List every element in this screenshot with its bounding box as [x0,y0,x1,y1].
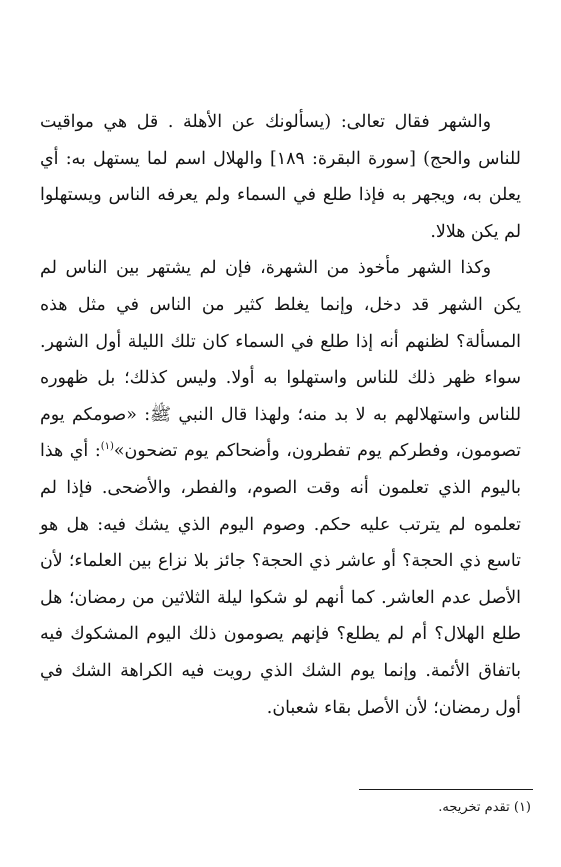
paragraph-shahr [40,250,521,726]
footnote-reference: (١) [100,441,114,453]
footnote-divider [359,789,533,790]
footnote: (١) تقدم تخريجه. [438,800,531,815]
paragraph-shahr-part2: : أي هذا باليوم الذي تعلمون أنه وقت الصوم، والفطر، والأضحى. فإذا لم تعلموه لم يترتب عليه حكم. وصوم اليوم الذي يشك فيه: هل هو تاسع ذي الحجة؟ أو عاشر ذي الحجة؟ جائز بلا نزاع بين العلماء؛ لأن الأصل عدم العاشر. كما أنهم لو شكوا ليلة الثلاثين من رمضان؛ هل طلع الهلال؟ أم لم يطلع؟ فإنهم يصومون ذلك اليوم المشكوك فيه باتفاق الأئمة. وإنما يوم الشك الذي رويت فيه الكراهة الشك في أول رمضان؛ لأن الأصل بقاء شعبان. [40,441,521,718]
paragraph-hilal: والشهر فقال تعالى: (يسألونك عن الأهلة . قل هي مواقيت للناس والحج) [سورة البقرة: ١٨٩] والهلال اسم لما يستهل به: أي يعلن به، ويجهر به فإذا طلع في السماء ولم يعرفه الناس ويستهلوا لم يكن هلالا. [40,112,521,242]
body-text [40,104,521,726]
paragraph-shahr-part1: وكذا الشهر مأخوذ من الشهرة، فإن لم يشتهر بين الناس لم يكن الشهر قد دخل، وإنما يغلط كثير من الناس في مثل هذه المسألة؟ لظنهم أنه إذا طلع في السماء كان تلك الليلة أول الشهر. سواء ظهر ذلك للناس واستهلوا به أولا. وليس كذلك؛ بل ظهوره للناس واستهلالهم به لا بد منه؛ ولهذا قال النبي ﷺ: «صومكم يوم تصومون، وفطركم يوم تفطرون، وأضحاكم يوم تضحون» [40,258,521,462]
